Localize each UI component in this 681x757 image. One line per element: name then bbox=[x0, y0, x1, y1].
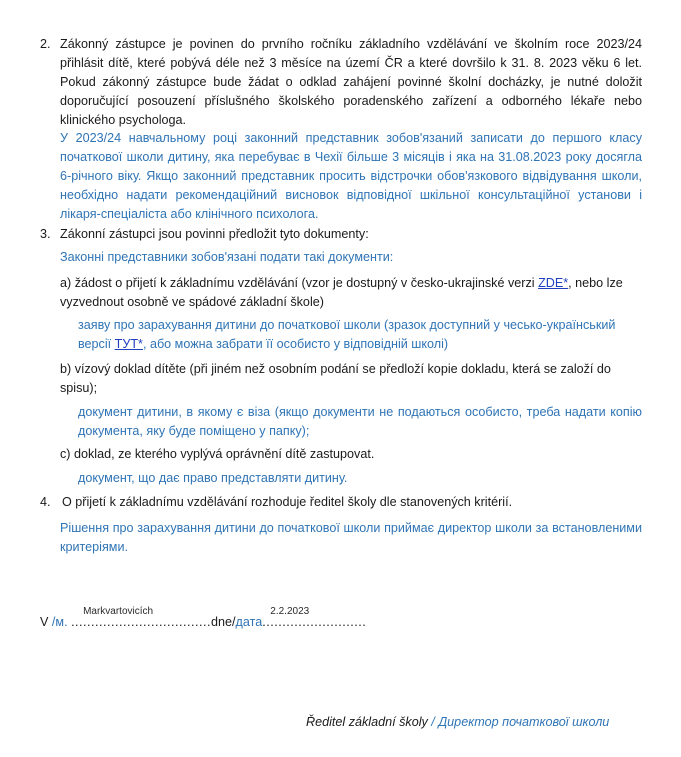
signature-separator: / bbox=[427, 715, 439, 729]
place-v-label: V bbox=[40, 615, 49, 629]
date-data-label: дата bbox=[235, 615, 263, 629]
place-date-line bbox=[40, 606, 440, 632]
place-m-label: /м. bbox=[51, 615, 68, 629]
place-dots: ................................... bbox=[71, 615, 212, 629]
date-dots: .......................... bbox=[262, 615, 367, 629]
item-2-ukrainian-text: У 2023/24 навчальному році законний представник зобов'язаний записати до першого класу початкової школи дитину, яка перебуває в Чехії більше 3 місяців і яка на 31.08.2023 року досягла 6-річного віку. Якщо законний представник просить відстрочки обов'язкового відвідування школи, необхідно надати рекомендаційний висновок відповідної шкільної консультаційної установи і лікаря-спеціаліста або клінічного психолога. bbox=[60, 131, 642, 221]
date-field bbox=[262, 606, 367, 632]
signature-line bbox=[306, 713, 609, 732]
item-3c-czech-text: c) doklad, ze kterého vyplývá oprávnění dítě zastupovat. bbox=[60, 447, 375, 461]
item-3a-ukrainian-text bbox=[78, 316, 642, 354]
item-3-ukrainian-text: Законні представники зобов'язані подати такі документи: bbox=[60, 250, 394, 264]
place-value: Markvartovicích bbox=[83, 606, 154, 617]
item-3-number: 3. bbox=[40, 227, 51, 241]
signature-ukrainian: Директор початкової школи bbox=[438, 715, 610, 729]
item-3a-czech-before: a) žádost o přijetí k základnímu vzdělávání (vzor je dostupný v česko-ukrajinské verzi bbox=[60, 276, 539, 290]
item-3a-czech-text bbox=[60, 274, 642, 312]
item-4-number: 4. bbox=[40, 495, 51, 509]
date-separator: / bbox=[232, 615, 236, 629]
place-field bbox=[71, 606, 212, 632]
item-3a-czech-after: , nebo lze vyzvednout osobně ve spádové základní škole) bbox=[60, 276, 623, 309]
item-4-ukrainian-text: Рішення про зарахування дитини до початкової школи приймає директор школи за встановленими критеріями. bbox=[60, 521, 642, 554]
date-dne-label: dne bbox=[211, 615, 233, 629]
item-3a-ukrainian-after: , або можна забрати її особисто у відповідній школі) bbox=[142, 337, 449, 351]
item-3-czech-text: Zákonní zástupci jsou povinni předložit tyto dokumenty: bbox=[60, 227, 369, 241]
tut-link[interactable]: ТУТ* bbox=[114, 337, 143, 351]
signature-czech: Ředitel základní školy bbox=[306, 715, 428, 729]
item-2-czech-text: Zákonný zástupce je povinen do prvního ročníku základního vzdělávání ve školním roce 2023/24 přihlásit dítě, které pobývá déle než 3 měsíce na území ČR a které dovršilo k 31. 8. 2023 věku 6 let. Pokud zákonný zástupce bude žádat o odklad zahájení povinné školní docházky, je nutné doložit doporučující posouzení příslušného školského poradenského zařízení a odborného lékaře nebo klinického psychologa. bbox=[60, 37, 642, 127]
item-4-czech-text: O přijetí k základnímu vzdělávání rozhoduje ředitel školy dle stanovených kritérií. bbox=[62, 495, 513, 509]
item-3c-ukrainian-text: документ, що дає право представляти дитину. bbox=[78, 471, 348, 485]
date-value: 2.2.2023 bbox=[270, 606, 310, 617]
item-3a-ukrainian-before: заяву про зарахування дитини до початкової школи (зразок доступний у чесько-український версії bbox=[78, 318, 616, 351]
item-3b-czech-text: b) vízový doklad dítěte (při jiném než osobním podání se předloží kopie dokladu, která se založí do spisu); bbox=[60, 362, 611, 395]
item-3b-ukrainian-text: документ дитини, в якому є віза (якщо документи не подаються особисто, треба надати копію документа, яку буде поміщено у папку); bbox=[78, 405, 642, 438]
zde-link[interactable]: ZDE* bbox=[538, 276, 569, 290]
item-2-number: 2. bbox=[40, 37, 51, 51]
